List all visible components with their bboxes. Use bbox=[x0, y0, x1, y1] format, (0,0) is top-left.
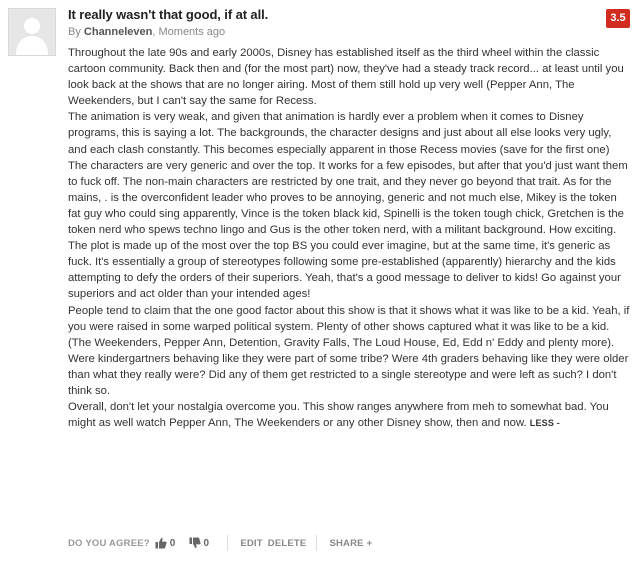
plus-icon: + bbox=[366, 537, 373, 549]
review-paragraph-last bbox=[68, 399, 631, 431]
thumbs-up-icon bbox=[155, 537, 167, 549]
downvote-count: 0 bbox=[203, 537, 210, 549]
thumbs-down-button[interactable] bbox=[189, 537, 204, 549]
delete-link[interactable]: DELETE bbox=[267, 537, 307, 549]
byline-prefix: By bbox=[68, 26, 81, 38]
less-button[interactable] bbox=[530, 418, 560, 428]
share-button[interactable] bbox=[329, 538, 372, 549]
agree-label: DO YOU AGREE? bbox=[68, 537, 150, 549]
review-actions bbox=[68, 534, 372, 552]
less-label: LESS bbox=[529, 418, 555, 429]
divider bbox=[316, 535, 317, 551]
thumbs-up-button[interactable] bbox=[155, 537, 170, 549]
author-link[interactable]: Channeleven bbox=[83, 26, 153, 38]
review-time: Moments ago bbox=[158, 26, 226, 38]
review-body bbox=[68, 45, 631, 431]
upvote-count: 0 bbox=[169, 537, 176, 549]
byline-separator: , bbox=[152, 26, 156, 38]
share-label: SHARE bbox=[329, 537, 364, 549]
byline bbox=[68, 26, 225, 38]
thumbs-down-icon bbox=[189, 537, 201, 549]
review-paragraph: The animation is very weak, and given that animation is hardly ever a problem when it comes to Disney programs, this is saying a lot. The backgrounds, the character designs and just about all else looks very ugly, and each clash constantly. This becomes especially apparent in those Recess movies (save for the first one) bbox=[68, 111, 612, 156]
edit-link[interactable]: EDIT bbox=[240, 537, 263, 549]
review-title: It really wasn't that good, if at all. bbox=[68, 7, 269, 22]
review-paragraph: Throughout the late 90s and early 2000s, Disney has established itself as the third wheel within the classic cartoon community. Back then and (for the most part) now, they've had a steady track record... at least until you look back at the shows that are no longer airing. Most of them still hold up very well (Pepper Ann, The Weekenders, but I can't say the same for Recess. bbox=[68, 47, 624, 108]
score-badge: 3.5 bbox=[606, 9, 630, 28]
minus-icon: - bbox=[556, 418, 560, 429]
user-placeholder-icon bbox=[9, 9, 55, 55]
avatar[interactable] bbox=[8, 8, 56, 56]
review-paragraph-text: Overall, don't let your nostalgia overcome you. This show ranges anywhere from meh to somewhat bad. You might as well watch Pepper Ann, The Weekenders or any other Disney show, then and now. bbox=[68, 401, 609, 430]
review-paragraph: People tend to claim that the one good factor about this show is that it shows what it was like to be a kid. Yeah, if you were raised in some warped political system. Plenty of other shows captured what it was like to be a kid. (The Weekenders, Pepper Ann, Detention, Gravity Falls, The Loud House, Ed, Edd n' Eddy and plenty more). Were kindergartners behaving like they were part of some tribe? Were 4th graders behaving like they were older than what they really were? Did any of them get restricted to a single stereotype and were left as such? I don't think so. bbox=[68, 304, 630, 397]
divider bbox=[227, 535, 228, 551]
review-paragraph: The plot is made up of the most over the top BS you could ever imagine, but at the same time, it's generic as fuck. It's essentially a group of stereotypes following some pre-established (apparently) hierarchy and the kids attempting to defy the orders of their superiors. Yeah, that's a good message to deliver to kids! Go against your superiors and act older than your intended ages! bbox=[68, 240, 621, 301]
review-paragraph: The characters are very generic and over the top. It works for a few episodes, but after that you'd just want them to fuck off. The non-main characters are restricted by one trait, and they never go beyond that trait. As for the mains, . is the overconfident leader who proves to be annoying, generic and not much else, Mikey is the token fat guy who could sing apparently, Vince is the token black kid, Spinelli is the token tough chick, Gretchen is the token nerd who spews techno lingo and Gus is the other token nerd, with a militant background. How exciting. bbox=[68, 159, 628, 237]
